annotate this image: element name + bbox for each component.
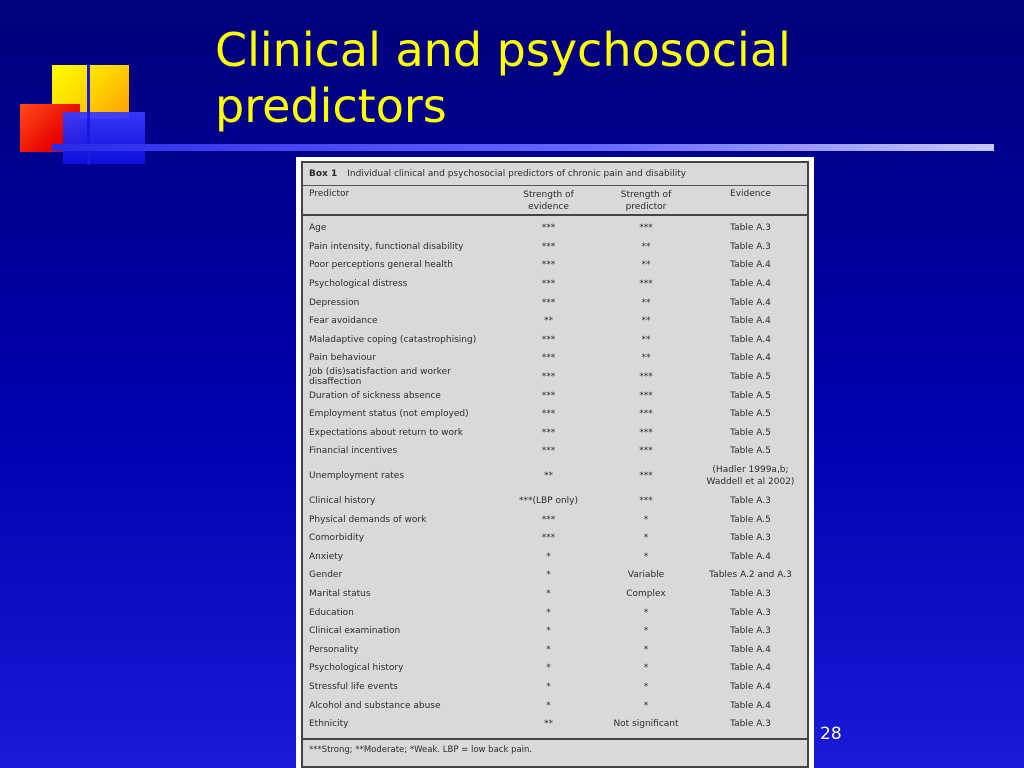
header-strength-of-evidence-line-2: evidence: [528, 202, 569, 212]
cell-predictor: Job (dis)satisfaction and worker disaffection: [309, 367, 451, 388]
cell-predictor: Fear avoidance: [309, 316, 378, 327]
cell-predictor: Depression: [309, 297, 360, 308]
cell-evidence-line-1: Table A.4: [730, 551, 771, 562]
cell-predictor: Personality: [309, 644, 359, 655]
table-row: [303, 275, 807, 294]
cell-strength-of-evidence: ***: [541, 390, 556, 401]
cell-evidence-line-1: Table A.3: [730, 719, 771, 730]
cell-strength-of-evidence: ***: [541, 223, 556, 234]
cell-strength-of-predictor: **: [641, 297, 651, 308]
cell-predictor: Anxiety: [309, 551, 344, 562]
table-row: [303, 461, 807, 492]
header-strength-of-predictor: [598, 189, 694, 213]
cell-evidence-line-1: Table A.4: [730, 260, 771, 271]
cell-predictor: Maladaptive coping (catastrophising): [309, 334, 477, 345]
cell-evidence-line-1: Table A.4: [730, 663, 771, 674]
cell-evidence-line-1: Table A.4: [730, 644, 771, 655]
cell-evidence-line-1: Table A.3: [730, 626, 771, 637]
cell-strength-of-predictor: *: [643, 681, 649, 692]
cell-strength-of-predictor: Variable: [627, 570, 665, 581]
cell-strength-of-evidence: ***: [541, 446, 556, 457]
cell-strength-of-evidence: ***: [541, 427, 556, 438]
cell-evidence: [694, 570, 807, 580]
cell-strength-of-predictor: **: [641, 334, 651, 345]
logo-blue-square: [63, 112, 145, 164]
cell-evidence-line-1: Table A.4: [730, 353, 771, 364]
cell-predictor: Clinical examination: [309, 626, 401, 637]
cell-strength-of-predictor: **: [641, 260, 651, 271]
cell-strength-of-evidence: ***: [541, 260, 556, 271]
cell-evidence: [694, 316, 807, 326]
slide-title-line-2: predictors: [215, 79, 447, 133]
cell-strength-of-evidence: *: [546, 681, 551, 692]
table-row: [303, 529, 807, 548]
table-row: [303, 510, 807, 529]
cell-evidence: [694, 719, 807, 729]
cell-strength-of-predictor: **: [641, 353, 651, 364]
table-row: [303, 349, 807, 368]
cell-evidence: [694, 533, 807, 543]
table-row: [303, 442, 807, 461]
cell-strength-of-predictor: ***: [639, 471, 653, 482]
caption-text: Individual clinical and psychosocial predictors of chronic pain and disability: [347, 169, 687, 179]
table-row: [303, 492, 807, 511]
cell-strength-of-predictor: Complex: [626, 588, 666, 599]
cell-strength-of-predictor: ***: [639, 279, 653, 290]
header-strength-of-predictor-line-1: Strength of: [620, 190, 672, 200]
cell-strength-of-predictor: ***: [639, 223, 653, 234]
cell-evidence: [694, 353, 807, 363]
predictors-table: [301, 161, 809, 768]
cell-evidence: [694, 645, 807, 655]
cell-predictor: Physical demands of work: [309, 514, 427, 525]
cell-strength-of-predictor: ***: [639, 446, 653, 457]
table-row: [303, 256, 807, 275]
table-row: [303, 696, 807, 715]
cell-strength-of-evidence: ***: [541, 279, 556, 290]
cell-predictor: Poor perceptions general health: [309, 260, 453, 271]
cell-strength-of-evidence: ***(LBP only): [518, 496, 579, 507]
cell-strength-of-evidence: ***: [541, 241, 556, 252]
cell-strength-of-evidence: *: [546, 551, 551, 562]
cell-predictor: Duration of sickness absence: [309, 390, 441, 401]
cell-strength-of-evidence: ***: [541, 372, 556, 383]
predictors-table-image: [296, 157, 814, 768]
cell-evidence: [694, 608, 807, 618]
cell-evidence-line-1: Table A.3: [730, 496, 771, 507]
cell-strength-of-evidence: ***: [541, 334, 556, 345]
cell-strength-of-evidence: *: [546, 626, 551, 637]
header-strength-of-evidence: [499, 189, 598, 213]
table-footnote: ***Strong; **Moderate; *Weak. LBP = low back pain.: [303, 738, 807, 766]
table-row: [303, 368, 807, 387]
cell-evidence: [694, 242, 807, 252]
cell-evidence: [694, 701, 807, 711]
table-row: [303, 603, 807, 622]
cell-predictor: Psychological distress: [309, 279, 408, 290]
table-row: [303, 331, 807, 350]
cell-evidence: [694, 391, 807, 401]
cell-predictor: Expectations about return to work: [309, 427, 463, 438]
cell-strength-of-predictor: *: [643, 607, 649, 618]
cell-evidence-line-1: Table A.5: [730, 427, 771, 438]
cell-evidence: [694, 515, 807, 525]
cell-evidence: [694, 446, 807, 456]
cell-strength-of-predictor: ***: [639, 390, 653, 401]
cell-predictor: Ethnicity: [309, 719, 349, 730]
cell-predictor: Pain behaviour: [309, 353, 376, 364]
cell-evidence: [694, 372, 807, 382]
cell-predictor: Education: [309, 607, 354, 618]
cell-strength-of-evidence: ***: [541, 297, 556, 308]
table-caption: [303, 163, 807, 186]
table-body: [303, 216, 807, 733]
cell-strength-of-predictor: *: [643, 533, 649, 544]
cell-evidence-line-1: Table A.4: [730, 316, 771, 327]
cell-predictor: Pain intensity, functional disability: [309, 241, 464, 252]
cell-strength-of-evidence: **: [544, 471, 553, 482]
cell-strength-of-predictor: *: [643, 700, 649, 711]
cell-strength-of-evidence: *: [546, 663, 551, 674]
table-row: [303, 566, 807, 585]
cell-strength-of-predictor: ***: [639, 427, 653, 438]
cell-evidence: [694, 260, 807, 270]
cell-strength-of-evidence: **: [544, 719, 553, 730]
cell-strength-of-predictor: *: [643, 644, 649, 655]
slide-title-line-1: Clinical and psychosocial: [215, 23, 791, 77]
cell-predictor: Comorbidity: [309, 533, 365, 544]
cell-evidence-line-1: Table A.3: [730, 223, 771, 234]
cell-strength-of-evidence: ***: [541, 409, 556, 420]
cell-evidence: [694, 626, 807, 636]
cell-evidence-line-2: Waddell et al 2002): [706, 477, 795, 488]
cell-evidence-line-1: (Hadler 1999a,b;: [712, 465, 789, 476]
cell-evidence: [694, 552, 807, 562]
cell-strength-of-predictor: ***: [639, 372, 653, 383]
cell-strength-of-evidence: *: [546, 644, 551, 655]
cell-evidence: [694, 663, 807, 673]
cell-evidence-line-1: Table A.4: [730, 279, 771, 290]
slide-title: [215, 22, 935, 134]
cell-evidence: [694, 496, 807, 506]
cell-evidence-line-1: Table A.5: [730, 446, 771, 457]
title-underline: [52, 144, 994, 151]
cell-strength-of-predictor: Not significant: [613, 719, 679, 730]
cell-evidence: [694, 223, 807, 233]
table-row: [303, 622, 807, 641]
cell-strength-of-evidence: *: [546, 607, 551, 618]
cell-predictor: Employment status (not employed): [309, 409, 469, 420]
table-row: [303, 548, 807, 567]
cell-strength-of-evidence: *: [546, 700, 551, 711]
cell-predictor: Alcohol and substance abuse: [309, 700, 441, 711]
cell-evidence-line-1: Table A.5: [730, 409, 771, 420]
table-row: [303, 386, 807, 405]
cell-strength-of-evidence: ***: [541, 353, 556, 364]
cell-predictor: Clinical history: [309, 496, 376, 507]
cell-strength-of-predictor: **: [641, 241, 651, 252]
cell-strength-of-predictor: *: [643, 514, 649, 525]
cell-evidence: [694, 279, 807, 289]
table-row: [303, 659, 807, 678]
cell-strength-of-evidence: **: [544, 316, 553, 327]
cell-evidence-line-1: Table A.3: [730, 533, 771, 544]
cell-evidence-line-1: Table A.4: [730, 700, 771, 711]
table-row: [303, 293, 807, 312]
cell-strength-of-evidence: ***: [541, 533, 556, 544]
cell-evidence-line-1: Table A.3: [730, 588, 771, 599]
cell-strength-of-predictor: ***: [639, 409, 653, 420]
cell-predictor: Gender: [309, 570, 343, 581]
cell-predictor: Age: [309, 223, 327, 234]
cell-evidence: [694, 682, 807, 692]
table-row: [303, 424, 807, 443]
cell-evidence-line-1: Tables A.2 and A.3: [709, 570, 792, 581]
page-number: 28: [820, 724, 842, 744]
cell-strength-of-predictor: *: [643, 663, 649, 674]
cell-evidence: [694, 409, 807, 419]
cell-strength-of-evidence: *: [546, 588, 551, 599]
table-row: [303, 238, 807, 257]
cell-evidence: [694, 589, 807, 599]
table-row: [303, 715, 807, 734]
cell-strength-of-predictor: ***: [639, 496, 653, 507]
header-strength-of-evidence-line-1: Strength of: [523, 190, 574, 200]
table-row: [303, 219, 807, 238]
cell-evidence-line-1: Table A.4: [730, 334, 771, 345]
table-header-row: [303, 186, 807, 216]
cell-evidence: [694, 464, 807, 488]
cell-predictor: Stressful life events: [309, 681, 398, 692]
cell-evidence-line-1: Table A.5: [730, 390, 771, 401]
table-row: [303, 405, 807, 424]
cell-evidence: [694, 298, 807, 308]
cell-predictor: Marital status: [309, 588, 371, 599]
cell-predictor: Unemployment rates: [309, 471, 405, 482]
table-row: [303, 585, 807, 604]
cell-strength-of-predictor: *: [643, 551, 649, 562]
cell-evidence-line-1: Table A.3: [730, 241, 771, 252]
cell-strength-of-evidence: ***: [541, 514, 556, 525]
cell-strength-of-predictor: **: [641, 316, 651, 327]
cell-evidence-line-1: Table A.5: [730, 372, 771, 383]
table-row: [303, 312, 807, 331]
table-row: [303, 640, 807, 659]
cell-evidence-line-1: Table A.3: [730, 607, 771, 618]
cell-predictor: Psychological history: [309, 663, 404, 674]
cell-evidence-line-1: Table A.5: [730, 514, 771, 525]
cell-strength-of-evidence: *: [546, 570, 551, 581]
cell-strength-of-predictor: *: [643, 626, 649, 637]
header-strength-of-predictor-line-2: predictor: [625, 202, 667, 212]
header-predictor: Predictor: [309, 189, 350, 199]
cell-evidence: [694, 428, 807, 438]
box-label: Box 1: [309, 169, 338, 179]
cell-evidence: [694, 335, 807, 345]
cell-predictor: Financial incentives: [309, 446, 398, 457]
cell-evidence-line-1: Table A.4: [730, 681, 771, 692]
cell-evidence-line-1: Table A.4: [730, 297, 771, 308]
header-evidence: Evidence: [730, 189, 771, 199]
table-row: [303, 678, 807, 697]
